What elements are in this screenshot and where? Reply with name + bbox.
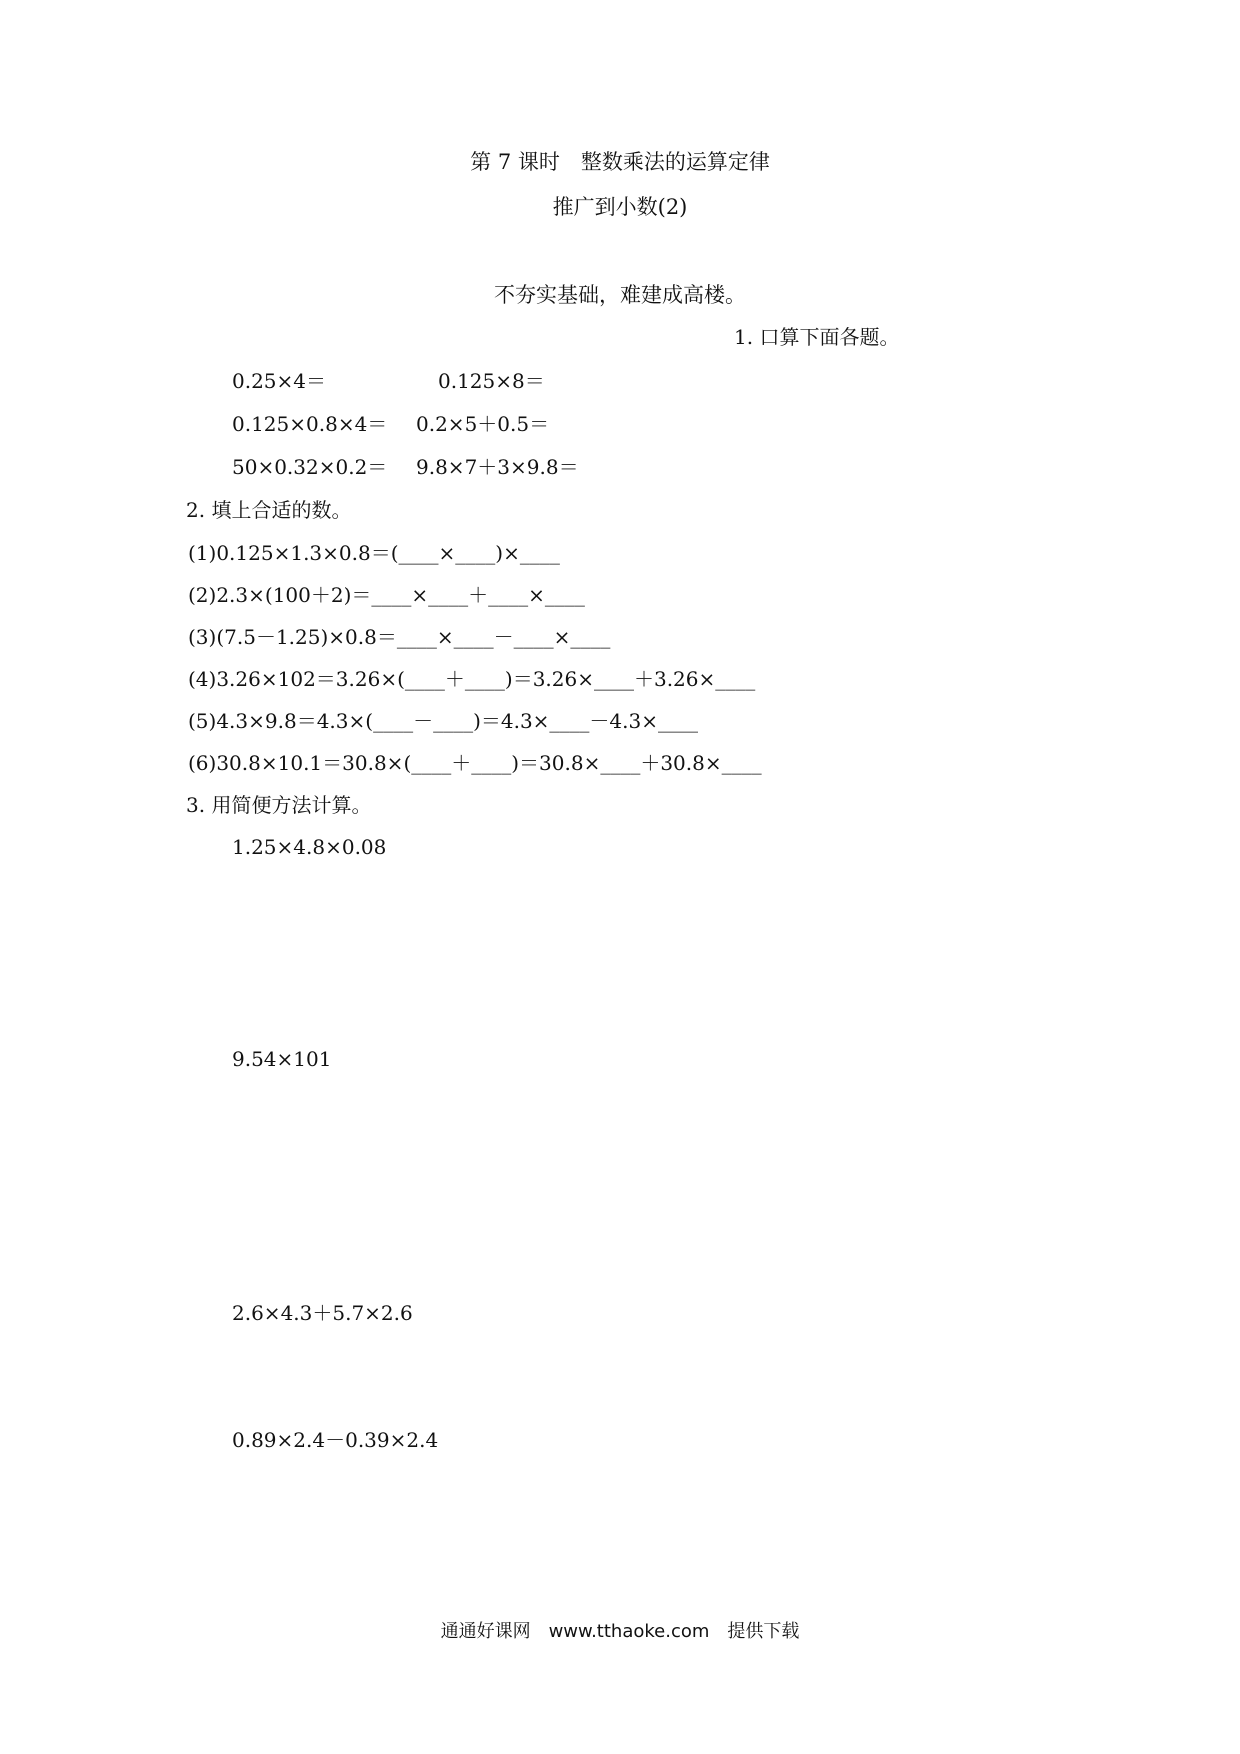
oral-item: 0.25×4＝ bbox=[232, 369, 327, 393]
calc-item: 0.89×2.4－0.39×2.4 bbox=[232, 1428, 439, 1452]
section2-heading: 2. 填上合适的数。 bbox=[186, 498, 352, 522]
oral-item: 0.125×0.8×4＝ bbox=[232, 412, 388, 436]
page-subtitle: 推广到小数(2) bbox=[552, 195, 688, 219]
footer-credit: 通通好课网 www.tthaoke.com 提供下载 bbox=[440, 1621, 800, 1642]
oral-item: 0.125×8＝ bbox=[438, 369, 545, 393]
oral-item: 50×0.32×0.2＝ bbox=[232, 455, 388, 479]
calc-item: 9.54×101 bbox=[232, 1047, 332, 1071]
fill-item: (5)4.3×9.8＝4.3×(____－____)＝4.3×____－4.3×____ bbox=[188, 709, 698, 733]
calc-item: 2.6×4.3＋5.7×2.6 bbox=[232, 1301, 413, 1325]
calc-item: 1.25×4.8×0.08 bbox=[232, 835, 387, 859]
section1-heading: 1. 口算下面各题。 bbox=[734, 325, 900, 349]
section3-heading: 3. 用简便方法计算。 bbox=[186, 793, 372, 817]
fill-item: (6)30.8×10.1＝30.8×(____＋____)＝30.8×____＋30.8×____ bbox=[188, 751, 762, 775]
motto: 不夯实基础，难建成高楼。 bbox=[494, 283, 746, 307]
fill-item: (4)3.26×102＝3.26×(____＋____)＝3.26×____＋3.26×____ bbox=[188, 667, 756, 691]
oral-item: 9.8×7＋3×9.8＝ bbox=[416, 455, 579, 479]
fill-item: (2)2.3×(100＋2)＝____×____＋____×____ bbox=[188, 583, 585, 607]
page-title: 第 7 课时 整数乘法的运算定律 bbox=[470, 150, 770, 174]
fill-item: (3)(7.5－1.25)×0.8＝____×____－____×____ bbox=[188, 625, 611, 649]
fill-item: (1)0.125×1.3×0.8＝(____×____)×____ bbox=[188, 541, 560, 565]
oral-item: 0.2×5＋0.5＝ bbox=[416, 412, 550, 436]
